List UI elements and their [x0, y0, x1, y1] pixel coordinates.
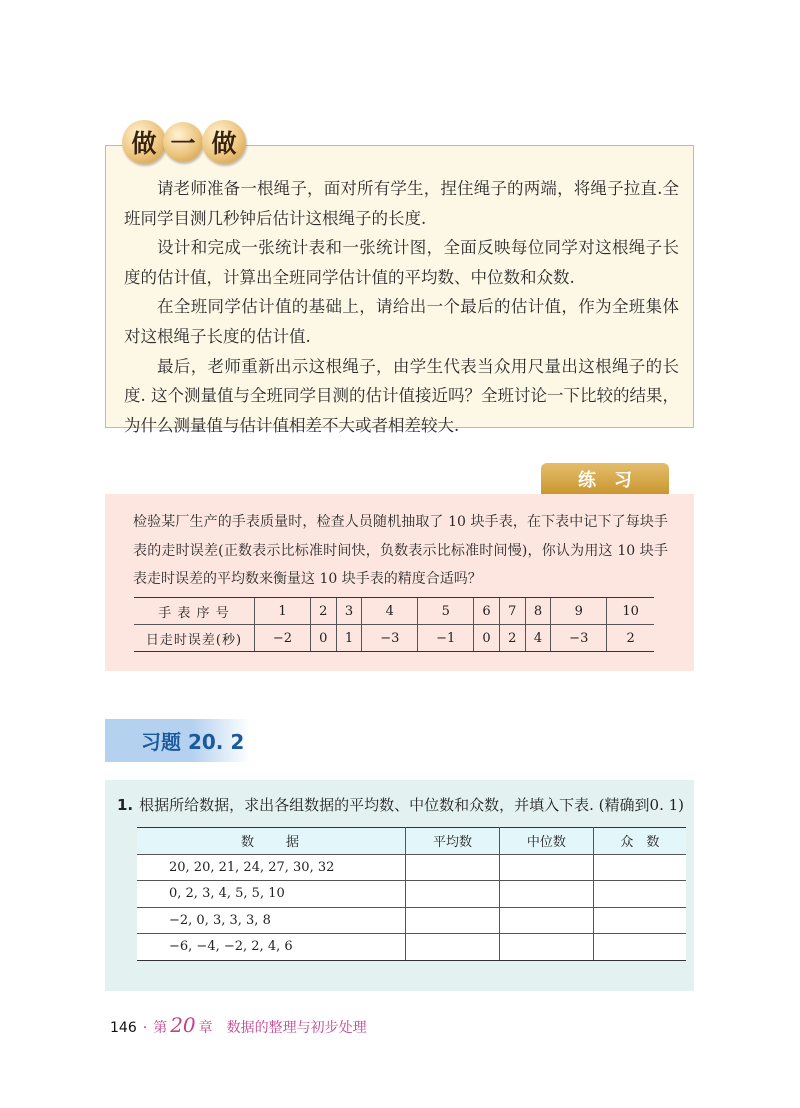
activity-content — [124, 174, 679, 440]
table-header-row — [137, 828, 686, 855]
table-cell: 3 — [336, 598, 362, 625]
table-cell: 10 — [607, 598, 654, 625]
table-row — [137, 854, 686, 881]
page-footer — [110, 1013, 367, 1037]
activity-paragraph: 请老师准备一根绳子，面对所有学生，捏住绳子的两端，将绳子拉直.全班同学目测几秒钟后估计这根绳子的长度. — [124, 179, 679, 228]
mode-cell — [593, 854, 686, 881]
table-cell: 6 — [474, 598, 500, 625]
column-header: 数 据 — [137, 828, 406, 855]
activity-badge: 做 — [202, 120, 246, 164]
question-text: 根据所给数据，求出各组数据的平均数、中位数和众数，并填入下表. (精确到0. 1) — [139, 796, 685, 814]
table-cell: 0 — [474, 625, 500, 652]
table-cell: 4 — [525, 625, 551, 652]
mean-cell — [406, 854, 500, 881]
statistics-table — [137, 827, 686, 961]
median-cell — [499, 907, 593, 934]
chapter-suffix: 章 — [198, 1020, 213, 1036]
table-cell: −3 — [362, 625, 418, 652]
table-row — [137, 934, 686, 961]
chapter-title: 数据的整理与初步处理 — [226, 1020, 367, 1036]
table-cell: −1 — [418, 625, 474, 652]
table-cell: −2 — [255, 625, 311, 652]
activity-paragraph: 设计和完成一张统计表和一张统计图，全面反映每位同学对这根绳子长度的估计值，计算出全班同学估计值的平均数、中位数和众数. — [124, 238, 679, 287]
chapter-prefix: 第 — [153, 1020, 168, 1036]
table-cell: 0 — [310, 625, 336, 652]
data-cell: 0, 2, 3, 4, 5, 5, 10 — [137, 881, 406, 908]
table-row — [137, 907, 686, 934]
mode-cell — [593, 934, 686, 961]
question-number: 1. — [117, 796, 134, 814]
activity-paragraph: 最后，老师重新出示这根绳子，由学生代表当众用尺量出这根绳子的长度. 这个测量值与全班同学目测的估计值接近吗？全班讨论一下比较的结果，为什么测量值与估计值相差不大或者相差较大. — [124, 356, 679, 435]
activity-box — [105, 145, 694, 435]
table-row — [137, 881, 686, 908]
table-cell: −3 — [551, 625, 607, 652]
table-cell: 1 — [255, 598, 311, 625]
mean-cell — [406, 934, 500, 961]
table-cell: 2 — [310, 598, 336, 625]
watch-error-table — [134, 597, 654, 652]
table-cell: 8 — [525, 598, 551, 625]
activity-title — [122, 120, 252, 166]
homework-label: 习题 20. 2 — [105, 719, 250, 762]
homework-question — [117, 794, 687, 815]
table-cell: 2 — [607, 625, 654, 652]
exercise-tab: 练习 — [541, 463, 669, 495]
median-cell — [499, 854, 593, 881]
median-cell — [499, 934, 593, 961]
median-cell — [499, 881, 593, 908]
data-cell: 20, 20, 21, 24, 27, 30, 32 — [137, 854, 406, 881]
table-row — [134, 625, 654, 652]
page-number: 146 — [110, 1020, 137, 1036]
table-cell: 2 — [499, 625, 525, 652]
table-cell: 9 — [551, 598, 607, 625]
chapter-number: 20 — [170, 1013, 196, 1037]
data-cell: −6, −4, −2, 2, 4, 6 — [137, 934, 406, 961]
table-cell: 7 — [499, 598, 525, 625]
column-header: 平均数 — [406, 828, 500, 855]
exercise-text: 检验某厂生产的手表质量时，检查人员随机抽取了 10 块手表，在下表中记下了每块手表的走时误差(正数表示比标准时间快，负数表示比标准时间慢)，你认为用这 10 块手表走时误差的平均数来衡量这 10 块手表的精度合适吗？ — [133, 514, 668, 587]
activity-paragraph: 在全班同学估计值的基础上，请给出一个最后的估计值，作为全班集体对这根绳子长度的估计值. — [124, 297, 679, 346]
table-cell: 1 — [336, 625, 362, 652]
mode-cell — [593, 907, 686, 934]
column-header: 中位数 — [499, 828, 593, 855]
data-cell: −2, 0, 3, 3, 3, 8 — [137, 907, 406, 934]
mean-cell — [406, 907, 500, 934]
exercise-box — [105, 494, 694, 671]
activity-badge: 一 — [163, 122, 203, 162]
activity-badge: 做 — [122, 120, 166, 164]
homework-box — [105, 780, 694, 991]
footer-dot: · — [142, 1020, 148, 1036]
row-header: 手 表 序 号 — [134, 598, 255, 625]
mode-cell — [593, 881, 686, 908]
table-cell: 4 — [362, 598, 418, 625]
table-row — [134, 598, 654, 625]
column-header: 众 数 — [593, 828, 686, 855]
table-cell: 5 — [418, 598, 474, 625]
row-header: 日走时误差(秒) — [134, 625, 255, 652]
mean-cell — [406, 881, 500, 908]
